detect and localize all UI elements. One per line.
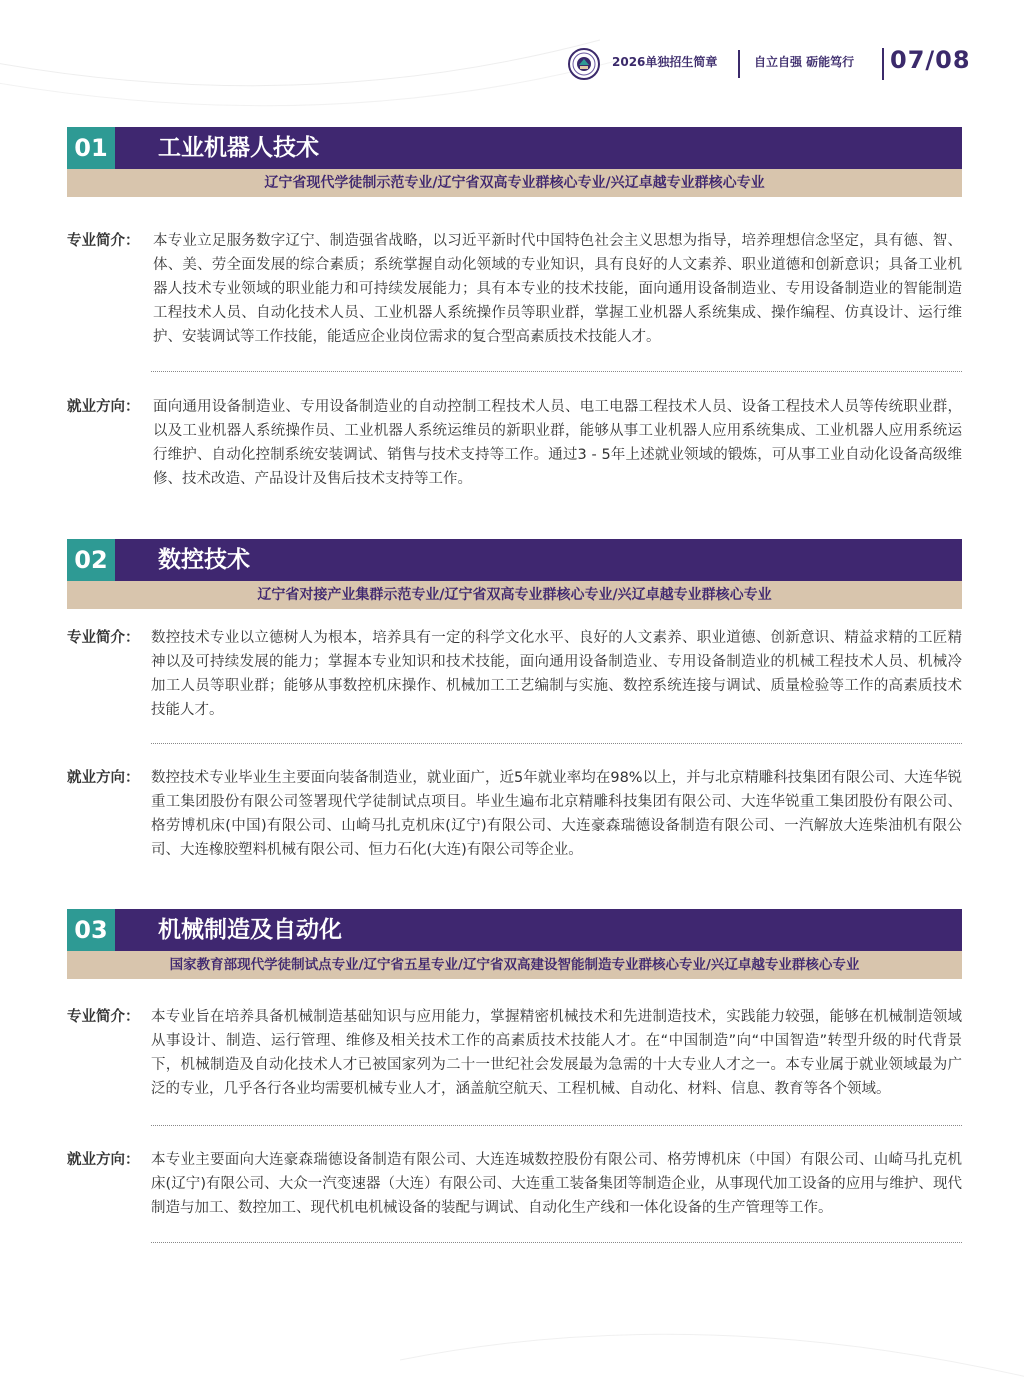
major-honors: 国家教育部现代学徒制试点专业/辽宁省五星专业/辽宁省双高建设智能制造专业群核心专业/兴辽卓越专业群核心专业 bbox=[67, 951, 962, 979]
intro-label: 专业简介： bbox=[67, 1009, 140, 1025]
career-row bbox=[67, 395, 962, 491]
intro-row bbox=[67, 229, 962, 349]
major-title: 数控技术 bbox=[158, 547, 250, 573]
section-divider bbox=[151, 371, 962, 372]
career-text: 面向通用设备制造业、专用设备制造业的自动控制工程技术人员、电工电器工程技术人员、设备工程技术人员等传统职业群，以及工业机器人系统操作员、工业机器人系统运维员的新职业群，能够从事工业机器人应用系统集成、工业机器人应用系统运行维护、自动化控制系统安装调试、销售与技术支持等工作。通过3 - 5年上述就业领域的锻炼，可从事工业自动化设备高级维修、技术改造、产品设计及售后技术支持等工作。 bbox=[153, 399, 962, 487]
career-label: 就业方向： bbox=[67, 399, 140, 415]
intro-text: 数控技术专业以立德树人为根本，培养具有一定的科学文化水平、良好的人文素养、职业道德、创新意识、精益求精的工匠精神以及可持续发展的能力；掌握本专业知识和技术技能，面向通用设备制造业、专用设备制造业的机械工程技术人员、机械冷加工人员等职业群；能够从事数控机床操作、机械加工工艺编制与实施、数控系统连接与调试、质量检验等工作的高素质技术技能人才。 bbox=[151, 630, 962, 718]
section-divider bbox=[151, 1125, 962, 1126]
career-row bbox=[67, 1148, 962, 1220]
header-divider bbox=[738, 50, 740, 78]
intro-row bbox=[67, 626, 962, 722]
major-section-02 bbox=[67, 539, 962, 862]
major-title-bar bbox=[67, 909, 962, 951]
major-number: 02 bbox=[67, 539, 115, 581]
intro-label: 专业简介： bbox=[67, 630, 140, 646]
section-divider bbox=[151, 1242, 962, 1243]
major-title-bar bbox=[67, 127, 962, 169]
career-label: 就业方向： bbox=[67, 770, 140, 786]
career-label: 就业方向： bbox=[67, 1152, 140, 1168]
brochure-title: 2026单独招生简章 bbox=[612, 55, 718, 69]
career-text: 数控技术专业毕业生主要面向装备制造业，就业面广，近5年就业率均在98%以上，并与北京精雕科技集团有限公司、大连华锐重工集团股份有限公司签署现代学徒制试点项目。毕业生遍布北京精雕科技集团有限公司、大连华锐重工集团股份有限公司、格劳博机床(中国)有限公司、山崎马扎克机床(辽宁)有限公司、大连豪森瑞德设备制造有限公司、一汽解放大连柴油机有限公司、大连橡胶塑料机械有限公司、恒力石化(大连)有限公司等企业。 bbox=[151, 770, 962, 858]
major-section-03 bbox=[67, 909, 962, 1243]
major-number: 01 bbox=[67, 127, 115, 169]
intro-row bbox=[67, 1005, 962, 1101]
intro-text: 本专业立足服务数字辽宁、制造强省战略，以习近平新时代中国特色社会主义思想为指导，培养理想信念坚定，具有德、智、体、美、劳全面发展的综合素质；系统掌握自动化领域的专业知识，具有良好的人文素养、职业道德和创新意识；具备工业机器人技术专业领域的职业能力和可持续发展能力；具有本专业的技术技能，面向通用设备制造业、专用设备制造业的智能制造工程技术人员、自动化技术人员、工业机器人系统操作员等职业群，掌握工业机器人系统集成、操作编程、仿真设计、运行维护、安装调试等工作技能，能适应企业岗位需求的复合型高素质技术技能人才。 bbox=[153, 233, 962, 345]
major-title-bar bbox=[67, 539, 962, 581]
career-row bbox=[67, 766, 962, 862]
header-divider bbox=[882, 48, 884, 80]
section-divider bbox=[151, 743, 962, 744]
major-title: 机械制造及自动化 bbox=[158, 917, 342, 943]
major-honors: 辽宁省对接产业集群示范专业/辽宁省双高专业群核心专业/兴辽卓越专业群核心专业 bbox=[67, 581, 962, 609]
major-section-01 bbox=[67, 127, 962, 491]
page-number: 07/08 bbox=[890, 46, 971, 74]
intro-label: 专业简介： bbox=[67, 233, 140, 249]
intro-text: 本专业旨在培养具备机械制造基础知识与应用能力，掌握精密机械技术和先进制造技术，实践能力较强，能够在机械制造领域从事设计、制造、运行管理、维修及相关技术工作的高素质技术技能人才。在“中国制造”向“中国智造”转型升级的时代背景下，机械制造及自动化技术人才已被国家列为二十一世纪社会发展最为急需的十大专业人才之一。本专业属于就业领域最为广泛的专业，几乎各行各业均需要机械专业人才，涵盖航空航天、工程机械、自动化、材料、信息、教育等各个领域。 bbox=[151, 1009, 962, 1097]
school-emblem-icon bbox=[568, 48, 600, 80]
major-honors: 辽宁省现代学徒制示范专业/辽宁省双高专业群核心专业/兴辽卓越专业群核心专业 bbox=[67, 169, 962, 197]
page-header bbox=[566, 44, 986, 84]
career-text: 本专业主要面向大连豪森瑞德设备制造有限公司、大连连城数控股份有限公司、格劳博机床（中国）有限公司、山崎马扎克机床(辽宁)有限公司、大众一汽变速器（大连）有限公司、大连重工装备集团等制造企业，从事现代加工设备的应用与维护、现代制造与加工、数控加工、现代机电机械设备的装配与调试、自动化生产线和一体化设备的生产管理等工作。 bbox=[151, 1152, 962, 1216]
major-title: 工业机器人技术 bbox=[158, 135, 319, 161]
school-motto: 自立自强 砺能笃行 bbox=[754, 55, 855, 69]
major-number: 03 bbox=[67, 909, 115, 951]
